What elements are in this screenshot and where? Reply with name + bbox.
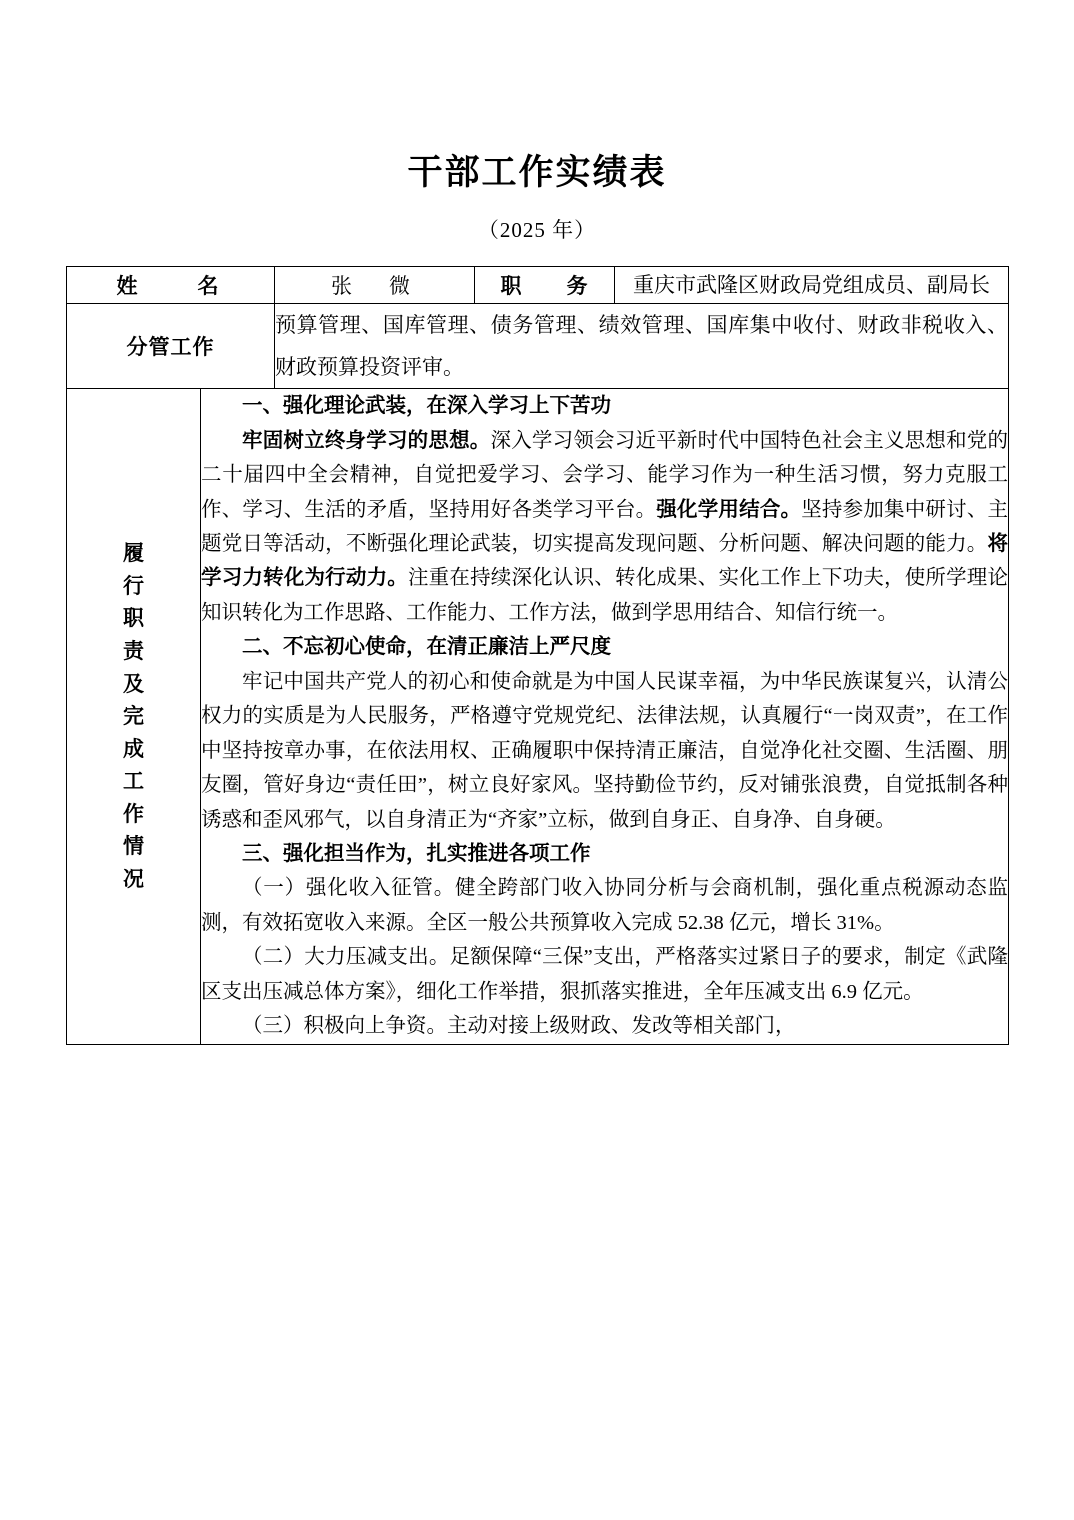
section1-emph-3: 将学习力转化为行动力。 [201,533,1008,590]
name-value: 张 微 [275,266,475,304]
section3-paragraph-3: （三）积极向上争资。主动对接上级财政、发改等相关部门， [242,1015,796,1038]
section1-heading: 一、强化理论武装，在深入学习上下苦功 [242,395,611,418]
name-label: 姓 名 [67,266,275,304]
performance-body [201,389,1009,1044]
table-row-performance [67,389,1009,1044]
position-label: 职 务 [475,266,615,304]
performance-table [66,266,1009,1045]
section1-emph-1: 牢固树立终身学习的思想。 [242,429,491,452]
section3-paragraph-2: （二）大力压减支出。足额保障“三保”支出，严格落实过紧日子的要求，制定《武隆区支出压减总体方案》，细化工作举措，狠抓落实推进，全年压减支出 6.9 亿元。 [201,946,1008,1003]
section3-paragraph-1: （一）强化收入征管。健全跨部门收入协同分析与会商机制，强化重点税源动态监测，有效拓宽收入来源。全区一般公共预算收入完成 52.38 亿元，增长 31%。 [201,877,1008,934]
section1-text-2: 坚持参加集中研讨、主题党日等活动，不断强化理论武装，切实提高发现问题、分析问题、解决问题的能力。 [201,498,1009,555]
section1-text-1: 深入学习领会习近平新时代中国特色社会主义思想和党的二十届四中全会精神，自觉把爱学习、会学习、能学习作为一种生活习惯，努力克服工作、学习、生活的矛盾，坚持用好各类学习平台。 [201,429,1008,521]
table-row-name [67,266,1009,304]
section2-paragraph: 牢记中国共产党人的初心和使命就是为中国人民谋幸福，为中华民族谋复兴，认清公权力的实质是为人民服务，严格遵守党规党纪、法律法规，认真履行“一岗双责”，在工作中坚持按章办事，在依法用权、正确履职中保持清正廉洁，自觉净化社交圈、生活圈、朋友圈，管好身边“责任田”，树立良好家风。坚持勤俭节约，反对铺张浪费，自觉抵制各种诱惑和歪风邪气，以自身清正为“齐家”立标，做到自身正、自身净、自身硬。 [201,670,1008,831]
table-row-duties [67,304,1009,389]
section1-emph-2: 强化学用结合。 [656,498,802,521]
page-subtitle: （2025 年） [477,217,597,242]
position-value: 重庆市武隆区财政局党组成员、副局长 [615,266,1009,304]
performance-label: 履行职责及完成工作情况 [67,389,201,1044]
section1-paragraph [201,424,1008,631]
section1-text-3: 注重在持续深化认识、转化成果、实化工作上下功夫，使所学理论知识转化为工作思路、工作能力、工作方法，做到学思用结合、知信行统一。 [201,567,1009,624]
page-title: 干部工作实绩表 [407,153,667,192]
duties-value: 预算管理、国库管理、债务管理、绩效管理、国库集中收付、财政非税收入、财政预算投资评审。 [275,304,1009,389]
section2-heading: 二、不忘初心使命，在清正廉洁上严尺度 [242,636,611,659]
section3-heading: 三、强化担当作为，扎实推进各项工作 [242,842,591,865]
duties-label: 分管工作 [67,304,275,389]
